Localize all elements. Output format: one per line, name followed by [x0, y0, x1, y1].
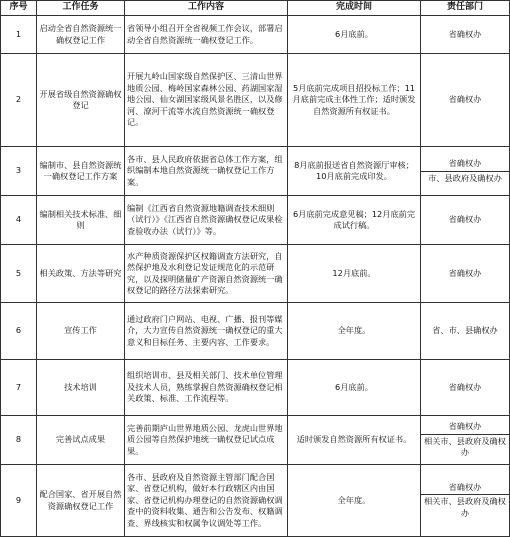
row-dept: 省确权办	[421, 196, 510, 245]
dept-part: 市、县政府及确权办	[428, 172, 502, 183]
row-no: 6	[1, 303, 37, 360]
row-task: 启动全省自然资源统一确权登记工作	[37, 16, 125, 54]
table-row	[1, 416, 510, 465]
dept-part: 省确权办	[421, 420, 509, 435]
header-content: 工作内容	[125, 1, 288, 16]
table-row	[1, 465, 510, 537]
row-no: 3	[1, 147, 37, 196]
row-task: 相关政策、方法等研究	[37, 245, 125, 303]
row-time: 全年度。	[288, 303, 421, 360]
row-no: 1	[1, 16, 37, 54]
row-task: 技术培训	[37, 360, 125, 416]
row-no: 7	[1, 360, 37, 416]
row-time: 12月底前。	[288, 245, 421, 303]
row-content: 组织培训市、县及相关部门、技术单位管理及技术人员，熟练掌握自然资源确权登记相关政策、标准、工作流程等。	[125, 360, 288, 416]
row-content: 水产种质资源保护区权籍调查方法研究，自然保护地及水利登记发证规范化的示范研究，以及探明储量矿产资源自然资源统一确权登记的路径方法探索研究。	[125, 245, 288, 303]
row-no: 9	[1, 465, 37, 537]
row-content: 各市、县人民政府依据省总体工作方案，组织编制本地自然资源统一确权登记工作方案。	[125, 147, 288, 196]
row-dept: 省确权办	[421, 245, 510, 303]
header-task: 工作任务	[37, 1, 125, 16]
dept-part: 相关市、县政府及确权办	[424, 496, 506, 518]
row-time: 6月底前完成意见稿；12月底前完成试行稿。	[288, 196, 421, 245]
row-task: 开展省级自然资源确权登记	[37, 54, 125, 147]
header-time: 完成时间	[288, 1, 421, 16]
table-row	[1, 54, 510, 147]
row-dept	[421, 416, 510, 465]
table-row	[1, 16, 510, 54]
table-row	[1, 147, 510, 196]
row-task: 编制市、县自然资源统一确权登记工作方案	[37, 147, 125, 196]
table-row	[1, 360, 510, 416]
dept-part: 省确权办	[421, 481, 509, 496]
row-task: 完善试点成果	[37, 416, 125, 465]
row-task: 配合国家、省开展自然资源确权登记工作	[37, 465, 125, 537]
dept-part: 省确权办	[421, 157, 509, 172]
header-no: 序号	[1, 1, 37, 16]
row-content: 编制《江西省自然资源地籍调查技术细则（试行）》《江西省自然资源确权登记成果检查验收办法（试行）》等。	[125, 196, 288, 245]
row-task: 宣传工作	[37, 303, 125, 360]
row-content: 通过政府门户网站、电视、广播、报刊等媒介，大力宣传自然资源统一确权登记的重大意义和目标任务、主要内容、工作要求。	[125, 303, 288, 360]
row-time: 适时颁发自然资源所有权证书。	[288, 416, 421, 465]
row-time: 6月底前。	[288, 360, 421, 416]
row-no: 5	[1, 245, 37, 303]
row-content: 各市、县政府及自然资源主管部门配合国家、省登记机构，做好本行政辖区内由国家、省登记机构办理登记的自然资源确权调查中的资料收集、通告和公告发布、权籍调查、界线核实和权属争议调处等工作。	[125, 465, 288, 537]
row-content: 省领导小组召开全省视频工作会议，部署启动全省自然资源统一确权登记工作。	[125, 16, 288, 54]
table-row	[1, 196, 510, 245]
row-dept	[421, 147, 510, 196]
row-time: 6月底前。	[288, 16, 421, 54]
row-dept: 省确权办	[421, 360, 510, 416]
row-no: 2	[1, 54, 37, 147]
row-no: 8	[1, 416, 37, 465]
row-time: 全年度。	[288, 465, 421, 537]
header-dept: 责任部门	[421, 1, 510, 16]
row-time: 8月底前报送省自然资源厅审核；10月底前完成印发。	[288, 147, 421, 196]
row-dept: 省确权办	[421, 16, 510, 54]
row-dept: 省、市、县确权办	[421, 303, 510, 360]
row-task: 编制相关技术标准、细则	[37, 196, 125, 245]
dept-part: 相关市、县政府及确权办	[424, 435, 506, 458]
row-content: 开展九岭山国家级自然保护区、三清山世界地质公园、梅岭国家森林公园、药湖国家湿地公园、仙女湖国家级风景名胜区，以及修河、潦河干流等水流自然资源统一确权登记。	[125, 54, 288, 147]
table-row	[1, 303, 510, 360]
table-header-row	[1, 1, 510, 16]
row-dept: 省确权办	[421, 54, 510, 147]
table-row	[1, 245, 510, 303]
row-content: 完善前期庐山世界地质公园、龙虎山世界地质公园等自然保护地统一确权登记试点成果。	[125, 416, 288, 465]
row-no: 4	[1, 196, 37, 245]
row-dept	[421, 465, 510, 537]
row-time: 5月底前完成项目招投标工作；11月底前完成主体性工作；适时颁发自然资源所有权证书。	[288, 54, 421, 147]
